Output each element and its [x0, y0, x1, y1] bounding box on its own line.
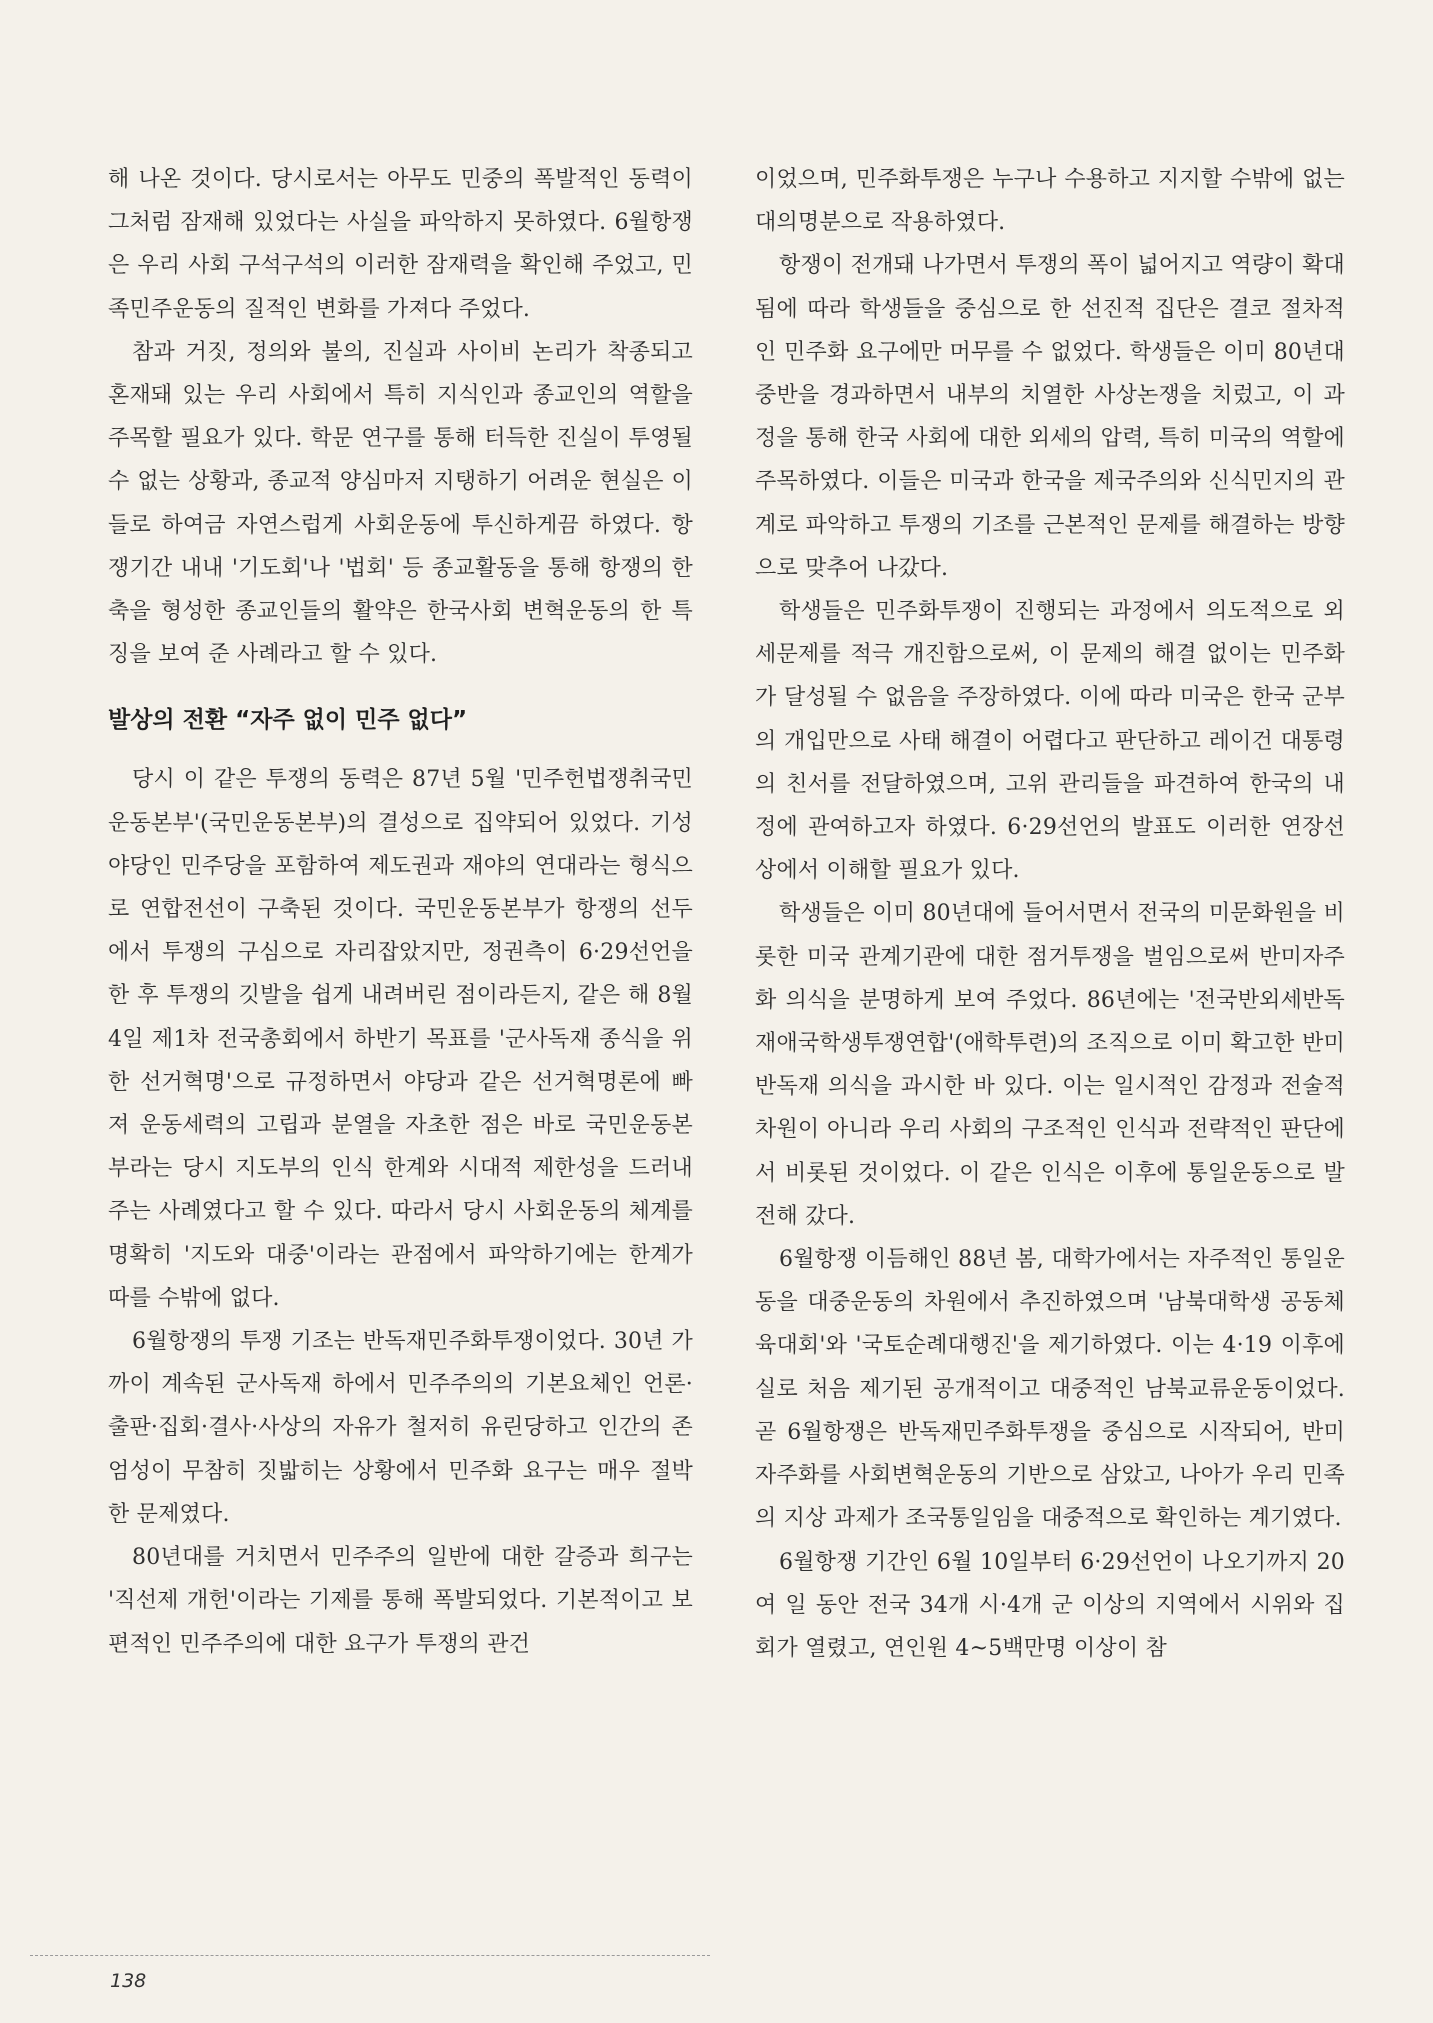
paragraph: 당시 이 같은 투쟁의 동력은 87년 5월 '민주헌법쟁취국민운동본부'(국민운동본부)의 결성으로 집약되어 있었다. 기성 야당인 민주당을 포함하여 제도권과 재야의 연대라는 형식으로 연합전선이 구축된 것이다. 국민운동본부가 항쟁의 선두에서 투쟁의 구심으로 자리잡았지만, 정권측이 6·29선언을 한 후 투쟁의 깃발을 쉽게 내려버린 점이라든지, 같은 해 8월 4일 제1차 전국총회에서 하반기 목표를 '군사독재 종식을 위한 선거혁명'으로 규정하면서 야당과 같은 선거혁명론에 빠져 운동세력의 고립과 분열을 자초한 점은 바로 국민운동본부라는 당시 지도부의 인식 한계와 시대적 제한성을 드러내 주는 사례였다고 할 수 있다. 따라서 당시 사회운동의 체계를 명확히 '지도와 대중'이라는 관점에서 파악하기에는 한계가 따를 수밖에 없다.	[108, 767, 693, 1311]
paragraph: 6월항쟁 이듬해인 88년 봄, 대학가에서는 자주적인 통일운동을 대중운동의 차원에서 추진하였으며 '남북대학생 공동체육대회'와 '국토순례대행진'을 제기하였다. 이는 4·19 이후에 실로 처음 제기된 공개적이고 대중적인 남북교류운동이었다. 곧 6월항쟁은 반독재민주화투쟁을 중심으로 시작되어, 반미자주화를 사회변혁운동의 기반으로 삼았고, 나아가 우리 민족의 지상 과제가 조국통일임을 대중적으로 확인하는 계기였다.	[755, 1247, 1345, 1532]
paragraph: 학생들은 이미 80년대에 들어서면서 전국의 미문화원을 비롯한 미국 관계기관에 대한 점거투쟁을 벌임으로써 반미자주화 의식을 분명하게 보여 주었다. 86년에는 '전국반외세반독재애국학생투쟁연합'(애학투련)의 조직으로 이미 확고한 반미반독재 의식을 과시한 바 있다. 이는 일시적인 감정과 전술적 차원이 아니라 우리 사회의 구조적인 인식과 전략적인 판단에서 비롯된 것이었다. 이 같은 인식은 이후에 통일운동으로 발전해 갔다.	[755, 901, 1345, 1229]
paragraph: 80년대를 거치면서 민주주의 일반에 대한 갈증과 희구는 '직선제 개헌'이라는 기제를 통해 폭발되었다. 기본적이고 보편적인 민주주의에 대한 요구가 투쟁의 관건	[108, 1545, 693, 1657]
right-column	[755, 158, 1345, 1670]
paragraph: 6월항쟁의 투쟁 기조는 반독재민주화투쟁이었다. 30년 가까이 계속된 군사독재 하에서 민주주의의 기본요체인 언론·출판·집회·결사·사상의 자유가 철저히 유린당하고 인간의 존엄성이 무참히 짓밟히는 상황에서 민주화 요구는 매우 절박한 문제였다.	[108, 1329, 693, 1527]
paragraph: 학생들은 민주화투쟁이 진행되는 과정에서 의도적으로 외세문제를 적극 개진함으로써, 이 문제의 해결 없이는 민주화가 달성될 수 없음을 주장하였다. 이에 따라 미국은 한국 군부의 개입만으로 사태 해결이 어렵다고 판단하고 레이건 대통령의 친서를 전달하였으며, 고위 관리들을 파견하여 한국의 내정에 관여하고자 하였다. 6·29선언의 발표도 이러한 연장선상에서 이해할 필요가 있다.	[755, 599, 1345, 884]
paragraph: 이었으며, 민주화투쟁은 누구나 수용하고 지지할 수밖에 없는 대의명분으로 작용하였다.	[755, 167, 1345, 236]
paragraph: 항쟁이 전개돼 나가면서 투쟁의 폭이 넓어지고 역량이 확대됨에 따라 학생들을 중심으로 한 선진적 집단은 결코 절차적인 민주화 요구에만 머무를 수 없었다. 학생들은 이미 80년대 중반을 경과하면서 내부의 치열한 사상논쟁을 치렀고, 이 과정을 통해 한국 사회에 대한 외세의 압력, 특히 미국의 역할에 주목하였다. 이들은 미국과 한국을 제국주의와 신식민지의 관계로 파악하고 투쟁의 기조를 근본적인 문제를 해결하는 방향으로 맞추어 나갔다.	[755, 253, 1345, 581]
section-heading: 발상의 전환 “자주 없이 민주 없다”	[108, 707, 468, 734]
paragraph: 6월항쟁 기간인 6월 10일부터 6·29선언이 나오기까지 20여 일 동안 전국 34개 시·4개 군 이상의 지역에서 시위와 집회가 열렸고, 연인원 4~5백만명 이상이 참	[755, 1549, 1345, 1661]
paragraph: 참과 거짓, 정의와 불의, 진실과 사이비 논리가 착종되고 혼재돼 있는 우리 사회에서 특히 지식인과 종교인의 역할을 주목할 필요가 있다. 학문 연구를 통해 터득한 진실이 투영될 수 없는 상황과, 종교적 양심마저 지탱하기 어려운 현실은 이들로 하여금 자연스럽게 사회운동에 투신하게끔 하였다. 항쟁기간 내내 '기도회'나 '법회' 등 종교활동을 통해 항쟁의 한 축을 형성한 종교인들의 활약은 한국사회 변혁운동의 한 특징을 보여 준 사례라고 할 수 있다.	[108, 339, 693, 668]
left-column	[108, 158, 693, 1666]
page-number: 138	[110, 1970, 147, 1992]
paragraph: 해 나온 것이다. 당시로서는 아무도 민중의 폭발적인 동력이 그처럼 잠재해 있었다는 사실을 파악하지 못하였다. 6월항쟁은 우리 사회 구석구석의 이러한 잠재력을 확인해 주었고, 민족민주운동의 질적인 변화를 가져다 주었다.	[108, 167, 693, 322]
footer-divider	[30, 1955, 710, 1956]
